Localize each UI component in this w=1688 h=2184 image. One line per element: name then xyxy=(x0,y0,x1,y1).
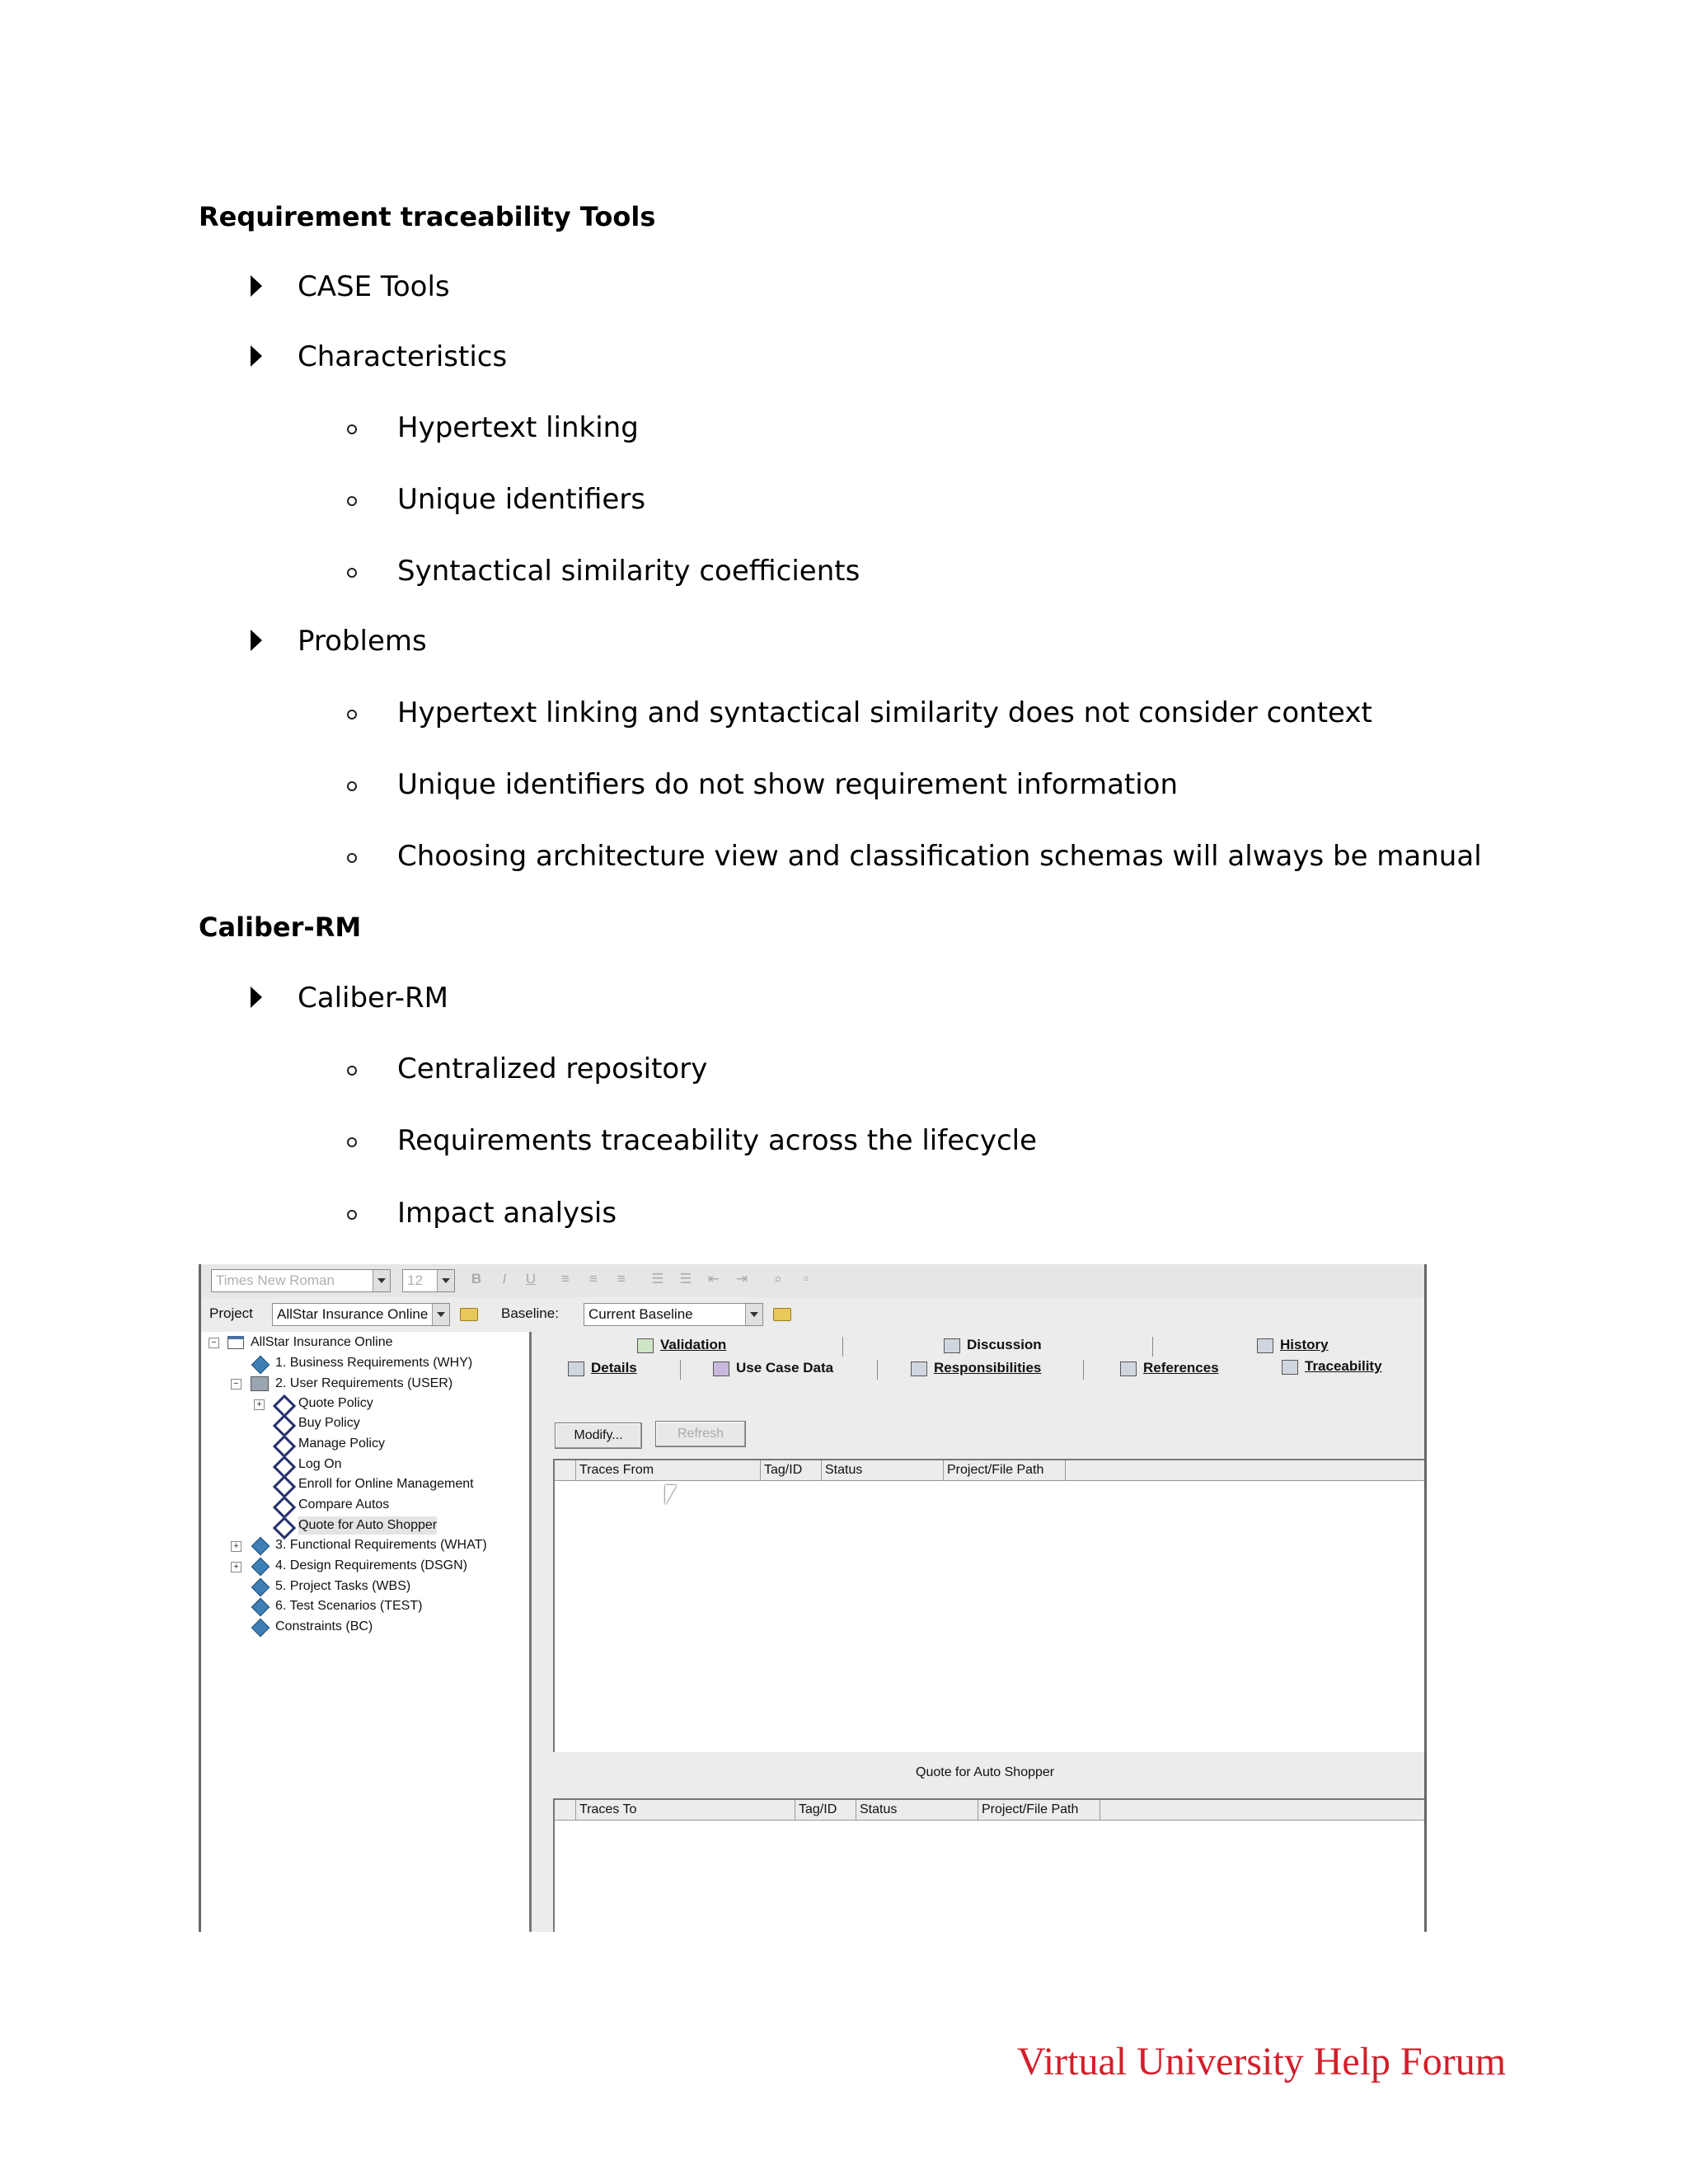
font-size-combo[interactable] xyxy=(402,1269,455,1292)
grid-corner xyxy=(555,1800,576,1820)
project-baseline-bar xyxy=(201,1297,1424,1333)
tree-item-design-requirements[interactable]: 4. Design Requirements (DSGN) xyxy=(275,1558,467,1572)
tab-label: Details xyxy=(591,1360,637,1376)
tab-history[interactable] xyxy=(1257,1337,1329,1353)
tree-item-buy-policy[interactable]: Buy Policy xyxy=(298,1416,360,1430)
align-left-icon[interactable]: ≡ xyxy=(561,1271,570,1286)
requirement-type-icon xyxy=(251,1356,270,1375)
baseline-label: Baseline: xyxy=(501,1305,559,1321)
chevron-down-icon[interactable] xyxy=(373,1270,390,1291)
traces-from-grid[interactable] xyxy=(553,1459,1426,1752)
font-family-value: Times New Roman xyxy=(216,1272,335,1288)
tab-label: Traceability xyxy=(1305,1358,1382,1374)
tab-separator xyxy=(842,1337,843,1357)
tree-item-constraints[interactable]: Constraints (BC) xyxy=(275,1619,373,1633)
numbered-list-icon[interactable]: ☰ xyxy=(651,1271,664,1286)
bullet-text: Problems xyxy=(298,625,427,658)
sub-bullet-text: Hypertext linking xyxy=(397,411,639,444)
project-icon xyxy=(227,1336,244,1349)
requirement-type-icon xyxy=(251,1619,270,1638)
expand-icon[interactable]: + xyxy=(231,1562,241,1572)
tab-label: References xyxy=(1143,1360,1219,1376)
tree-item-test-scenarios[interactable]: 6. Test Scenarios (TEST) xyxy=(275,1599,423,1613)
caliber-rm-screenshot xyxy=(199,1264,1427,1932)
chevron-down-icon[interactable] xyxy=(432,1304,449,1325)
sub-bullet-text: Unique identifiers xyxy=(397,483,646,516)
circle-bullet-icon xyxy=(347,1210,357,1220)
requirement-type-icon xyxy=(251,1578,270,1597)
tree-item-manage-policy[interactable]: Manage Policy xyxy=(298,1436,385,1451)
circle-bullet-icon xyxy=(347,710,357,719)
italic-icon[interactable]: I xyxy=(502,1271,507,1286)
chevron-down-icon[interactable] xyxy=(745,1304,762,1325)
requirement-type-icon xyxy=(251,1598,270,1617)
selected-requirement-caption: Quote for Auto Shopper xyxy=(916,1765,1055,1779)
expand-icon[interactable]: + xyxy=(254,1399,265,1410)
sub-bullet-text: Hypertext linking and syntactical similarity does not consider context xyxy=(397,696,1372,729)
column-project-file-path[interactable]: Project/File Path xyxy=(978,1800,1100,1820)
tab-separator xyxy=(680,1360,681,1380)
tree-item-log-on[interactable]: Log On xyxy=(298,1457,342,1471)
triangle-bullet-icon xyxy=(251,345,262,367)
column-tag-id[interactable]: Tag/ID xyxy=(795,1800,856,1820)
find-icon[interactable]: ⌕ xyxy=(774,1271,782,1286)
detail-pane xyxy=(532,1332,1424,1932)
column-traces-to[interactable]: Traces To xyxy=(576,1800,795,1820)
grid-corner xyxy=(555,1460,576,1480)
tab-label: History xyxy=(1280,1337,1329,1352)
requirement-type-icon xyxy=(251,1537,270,1556)
section-heading-caliber-rm: Caliber-RM xyxy=(199,912,362,943)
tab-details[interactable] xyxy=(568,1360,637,1376)
tree-item-root[interactable]: AllStar Insurance Online xyxy=(251,1335,393,1349)
bullet-text: CASE Tools xyxy=(298,270,450,303)
tree-item-enroll-online[interactable]: Enroll for Online Management xyxy=(298,1477,474,1491)
discussion-icon xyxy=(944,1338,960,1353)
project-select[interactable] xyxy=(272,1303,450,1326)
tree-item-business-requirements[interactable]: 1. Business Requirements (WHY) xyxy=(275,1356,473,1370)
tree-item-quote-policy[interactable]: Quote Policy xyxy=(298,1396,373,1410)
tab-label: Use Case Data xyxy=(736,1360,834,1376)
details-icon xyxy=(568,1361,584,1376)
tab-label: Responsibilities xyxy=(934,1360,1042,1376)
open-book-icon xyxy=(251,1376,269,1391)
project-select-value: AllStar Insurance Online xyxy=(277,1306,429,1322)
insert-object-icon[interactable]: ▫ xyxy=(803,1271,809,1286)
history-icon xyxy=(1257,1338,1273,1353)
tab-separator xyxy=(1083,1360,1084,1380)
sub-bullet-text: Requirements traceability across the lifecycle xyxy=(397,1124,1038,1157)
modify-button[interactable]: Modify... xyxy=(555,1422,642,1449)
sub-bullet-text: Choosing architecture view and classification schemas will always be manual xyxy=(397,840,1482,873)
tab-discussion[interactable] xyxy=(944,1337,1042,1353)
align-center-icon[interactable]: ≡ xyxy=(589,1271,598,1286)
circle-bullet-icon xyxy=(347,853,357,863)
sub-bullet-text: Syntactical similarity coefficients xyxy=(397,555,860,588)
circle-bullet-icon xyxy=(347,496,357,506)
tab-responsibilities[interactable] xyxy=(911,1360,1041,1376)
tree-item-compare-autos[interactable]: Compare Autos xyxy=(298,1497,390,1511)
font-family-combo[interactable] xyxy=(211,1269,391,1292)
column-traces-from[interactable]: Traces From xyxy=(576,1460,761,1480)
circle-bullet-icon xyxy=(347,1066,357,1076)
column-status[interactable]: Status xyxy=(822,1460,944,1480)
tab-separator xyxy=(1152,1337,1153,1357)
sub-bullet-text: Centralized repository xyxy=(397,1052,708,1085)
collapse-icon[interactable]: − xyxy=(231,1379,241,1390)
traces-to-grid[interactable] xyxy=(553,1798,1426,1932)
use-case-icon xyxy=(713,1361,729,1376)
outdent-icon[interactable]: ⇤ xyxy=(707,1271,720,1286)
tab-label: Discussion xyxy=(967,1337,1042,1352)
triangle-bullet-icon xyxy=(251,987,262,1008)
sub-bullet-text: Unique identifiers do not show requirement information xyxy=(397,768,1179,801)
bold-icon[interactable]: B xyxy=(471,1271,482,1286)
references-icon xyxy=(1120,1361,1137,1376)
triangle-bullet-icon xyxy=(251,630,262,651)
circle-bullet-icon xyxy=(347,781,357,791)
underline-icon[interactable]: U xyxy=(525,1271,537,1286)
collapse-icon[interactable]: − xyxy=(209,1338,219,1348)
requirements-tree xyxy=(201,1332,532,1932)
mouse-cursor-icon xyxy=(665,1485,677,1505)
tree-item-quote-auto-shopper[interactable]: Quote for Auto Shopper xyxy=(298,1516,437,1535)
open-folder-icon[interactable] xyxy=(773,1308,791,1321)
circle-bullet-icon xyxy=(347,1137,357,1147)
tab-validation[interactable] xyxy=(637,1337,726,1353)
project-label: Project xyxy=(209,1305,253,1321)
footer-watermark: Virtual University Help Forum xyxy=(1017,2040,1507,2083)
tree-item-project-tasks[interactable]: 5. Project Tasks (WBS) xyxy=(275,1579,411,1593)
tab-label: Validation xyxy=(660,1337,727,1352)
align-right-icon[interactable]: ≡ xyxy=(617,1271,626,1286)
grid-header xyxy=(555,1800,1426,1821)
bullet-text: Characteristics xyxy=(298,340,508,373)
baseline-select[interactable] xyxy=(584,1303,763,1326)
section-heading-traceability-tools: Requirement traceability Tools xyxy=(199,201,656,232)
tab-separator xyxy=(877,1360,878,1380)
baseline-select-value: Current Baseline xyxy=(588,1306,693,1322)
font-size-value: 12 xyxy=(407,1272,423,1288)
grid-header xyxy=(555,1460,1426,1481)
tab-references[interactable] xyxy=(1120,1360,1219,1376)
column-tag-id[interactable]: Tag/ID xyxy=(761,1460,822,1480)
tab-traceability[interactable] xyxy=(1282,1358,1382,1375)
validation-icon xyxy=(637,1338,654,1353)
chevron-down-icon[interactable] xyxy=(437,1270,454,1291)
traceability-icon xyxy=(1282,1360,1298,1375)
formatting-toolbar xyxy=(201,1264,1424,1298)
circle-bullet-icon xyxy=(347,568,357,578)
responsibilities-icon xyxy=(911,1361,927,1376)
tree-item-functional-requirements[interactable]: 3. Functional Requirements (WHAT) xyxy=(275,1538,487,1552)
refresh-button[interactable]: Refresh xyxy=(655,1421,746,1447)
sub-bullet-text: Impact analysis xyxy=(397,1197,617,1230)
indent-icon[interactable]: ⇥ xyxy=(735,1271,748,1286)
tree-item-user-requirements[interactable]: 2. User Requirements (USER) xyxy=(275,1376,453,1390)
triangle-bullet-icon xyxy=(251,275,262,297)
bullet-list-icon[interactable]: ☰ xyxy=(679,1271,692,1286)
requirement-type-icon xyxy=(251,1558,270,1577)
tab-use-case-data[interactable] xyxy=(713,1360,833,1376)
column-project-file-path[interactable]: Project/File Path xyxy=(944,1460,1066,1480)
bullet-text: Caliber-RM xyxy=(298,982,448,1015)
expand-icon[interactable]: + xyxy=(231,1541,241,1552)
circle-bullet-icon xyxy=(347,424,357,434)
open-folder-icon[interactable] xyxy=(460,1308,478,1321)
column-status[interactable]: Status xyxy=(856,1800,978,1820)
